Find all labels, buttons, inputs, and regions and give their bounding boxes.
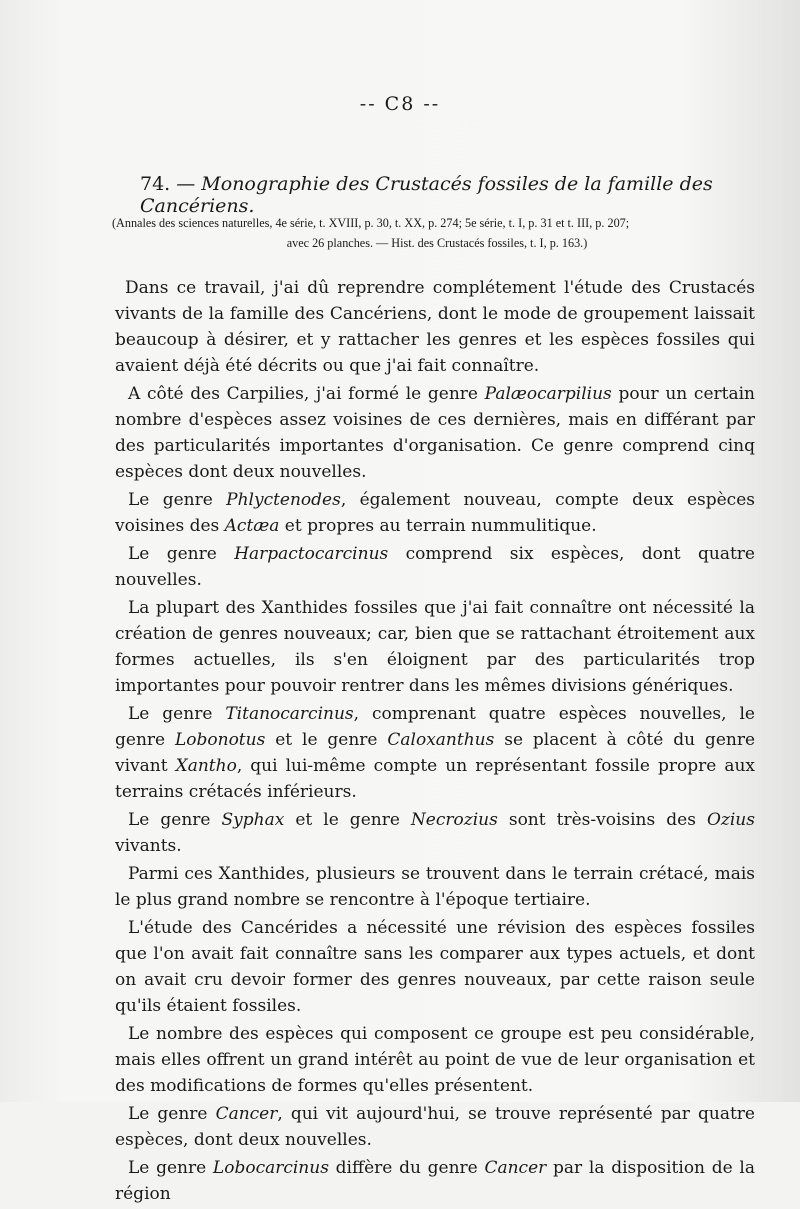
paragraph: Le genre Titanocarcinus, comprenant quatre espèces nouvelles, le genre Lobonotus et le genre Caloxanthus se placent à côté du genre vivant Xantho, qui lui-même compte un représentant fossile propre aux terrains crétacés inférieurs. xyxy=(115,704,756,802)
paragraph: Le nombre des espèces qui composent ce groupe est peu considérable, mais elles offrent un grand intérêt au point de vue de leur organisation et des modifications de formes qu'elles présentent. xyxy=(115,1024,755,1096)
paragraph: A côté des Carpilies, j'ai formé le genre Palæocarpilius pour un certain nombre d'espèces assez voisines de ces dernières, mais en différant par des particularités importantes d'organisation. Ce genre comprend cinq espèces dont deux nouvelles. xyxy=(115,384,755,482)
entry-title xyxy=(140,173,780,217)
italic-term: Lobocarcinus xyxy=(212,1158,329,1178)
italic-term: Necrozius xyxy=(410,810,498,830)
bibliographic-reference xyxy=(112,213,762,253)
italic-term: Harpactocarcinus xyxy=(234,544,389,564)
paragraph: Le genre Syphax et le genre Necrozius sont très-voisins des Ozius vivants. xyxy=(115,810,755,856)
italic-term: Titanocarcinus xyxy=(225,704,354,724)
italic-term: Cancer xyxy=(215,1104,278,1124)
italic-term: Cancer xyxy=(484,1158,547,1178)
italic-term: Lobonotus xyxy=(174,730,266,750)
entry-number: 74. xyxy=(140,173,171,195)
reference-line-2: avec 26 planches. — Hist. des Crustacés fossiles, t. I, p. 163.) xyxy=(286,236,588,250)
reference-line-1: (Annales des sciences naturelles, 4e série, t. XVIII, p. 30, t. XX, p. 274; 5e série, t. I, p. 31 et t. III, p. 207; xyxy=(112,216,630,230)
paragraph: Parmi ces Xanthides, plusieurs se trouvent dans le terrain crétacé, mais le plus grand nombre se rencontre à l'époque tertiaire. xyxy=(115,864,755,910)
paragraph: La plupart des Xanthides fossiles que j'ai fait connaître ont nécessité la création de genres nouveaux; car, bien que se rattachant étroitement aux formes actuelles, ils s'en éloignent par des particularités trop importantes pour pouvoir rentrer dans les mêmes divisions génériques. xyxy=(115,598,755,696)
entry-title-text: — Monographie des Crustacés fossiles de la famille des Cancériens. xyxy=(140,173,713,217)
italic-term: Syphax xyxy=(221,810,285,830)
italic-term: Ozius xyxy=(706,810,755,830)
paragraph: Le genre Cancer, qui vit aujourd'hui, se trouve représenté par quatre espèces, dont deux nouvelles. xyxy=(115,1104,755,1150)
body-text xyxy=(115,275,755,1209)
italic-term: Actæa xyxy=(224,516,280,536)
paragraph: Le genre Harpactocarcinus comprend six espèces, dont quatre nouvelles. xyxy=(115,544,755,590)
italic-term: Phlyctenodes xyxy=(226,490,341,510)
italic-term: Palæocarpilius xyxy=(484,384,612,404)
paragraph: Dans ce travail, j'ai dû reprendre complétement l'étude des Crustacés vivants de la famille des Cancériens, dont le mode de groupement laissait beaucoup à désirer, et y rattacher les genres et les espèces fossiles qui avaient déjà été décrits ou que j'ai fait connaître. xyxy=(115,278,755,376)
paragraph: L'étude des Cancérides a nécessité une révision des espèces fossiles que l'on avait fait connaître sans les comparer aux types actuels, et dont on avait cru devoir former des genres nouveaux, par cette raison seule qu'ils étaient fossiles. xyxy=(115,918,755,1016)
page-number: -- C8 -- xyxy=(359,93,441,115)
paragraph: Le genre Phlyctenodes, également nouveau, compte deux espèces voisines des Actæa et propres au terrain nummulitique. xyxy=(115,490,755,536)
italic-term: Xantho xyxy=(175,756,237,776)
italic-term: Caloxanthus xyxy=(387,730,495,750)
paragraph: Le genre Lobocarcinus diffère du genre Cancer par la disposition de la région xyxy=(115,1158,755,1204)
